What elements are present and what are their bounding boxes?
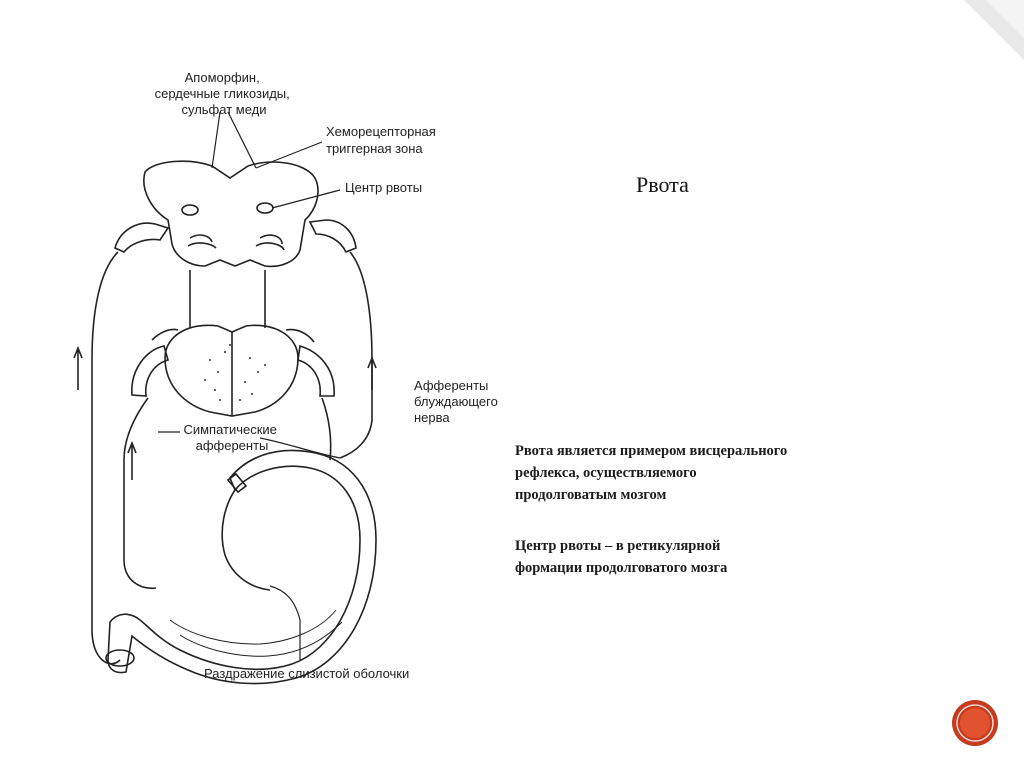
paragraph-line: продолговатым мозгом <box>515 487 667 503</box>
stomach <box>108 450 376 683</box>
paragraph-line: Центр рвоты – в ретикулярной <box>515 538 721 554</box>
corner-decoration-inner <box>986 0 1024 38</box>
label-vagus-afferents: Афференты блуждающего нерва <box>414 378 498 425</box>
vomiting-reflex-diagram <box>60 60 530 700</box>
label-mucosa-irritation: Раздражение слизистой оболочки <box>204 666 410 681</box>
presentation-logo-icon <box>950 698 1000 748</box>
slide-title: Рвота <box>636 172 689 197</box>
paragraph-line: рефлекса, осуществляемого <box>515 465 697 481</box>
paragraph-line: формации продолговатого мозга <box>515 560 728 576</box>
label-chemoreceptor-zone: Хеморецепторная триггерная зона <box>326 124 436 156</box>
label-emetics: Апоморфин, сердечные гликозиды, сульфат меди <box>154 70 290 117</box>
paragraph-center-location <box>515 535 915 579</box>
paragraph-reflex <box>515 440 915 506</box>
medulla-section <box>144 161 318 266</box>
label-vomiting-center: Центр рвоты <box>345 180 423 195</box>
paragraph-line: Рвота является примером висцерального <box>515 443 788 459</box>
label-sympathetic-afferents: Симпатические афференты <box>183 422 277 453</box>
